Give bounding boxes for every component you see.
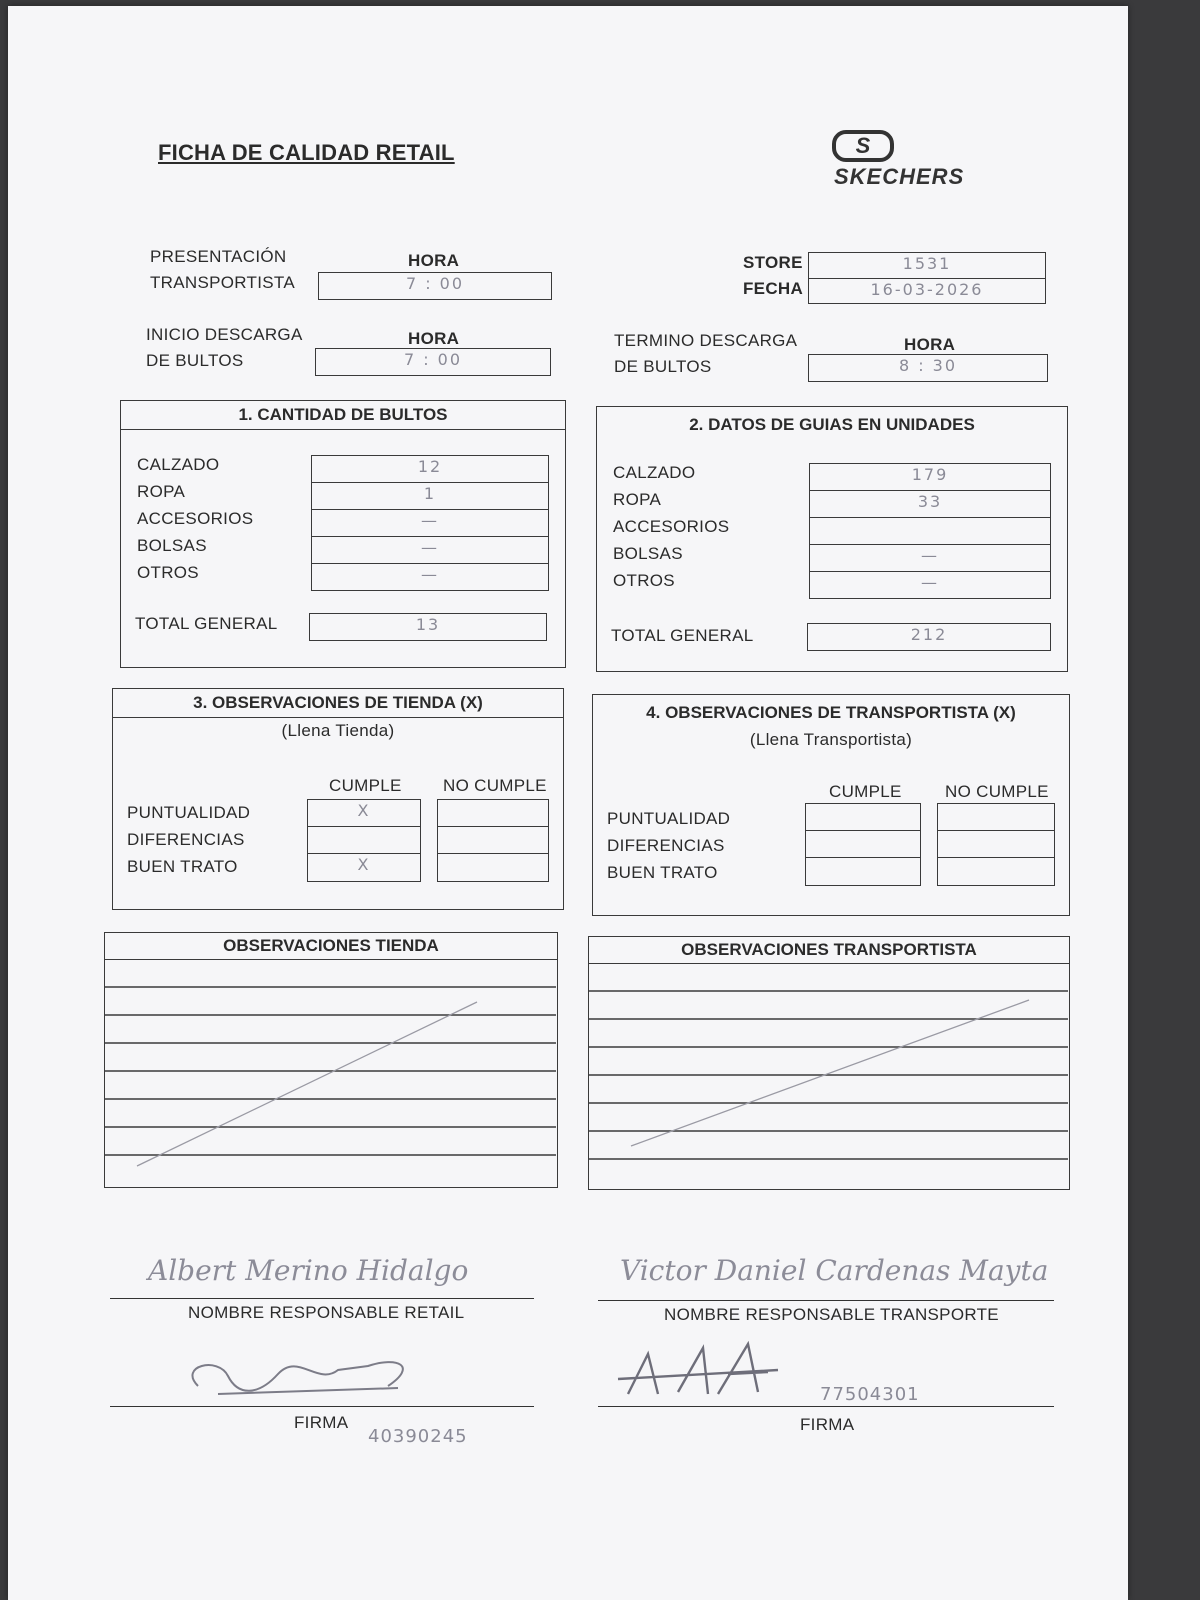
bultos-bolsas-field[interactable]: — [312,537,548,564]
cantidad-bultos-section [120,400,566,668]
transp-diferencias-cumple[interactable] [806,831,920,858]
skechers-logo [828,130,1028,194]
tienda-puntualidad-cumple[interactable]: X [308,800,420,827]
obs-tienda-check-subtitle: (Llena Tienda) [281,721,395,740]
fecha-label: FECHA [743,279,804,298]
presentacion-label: PRESENTACIÓN TRANSPORTISTA [150,247,295,292]
brand-wordmark: SKECHERS [834,164,965,189]
obs-tienda-ruled-lines [105,960,556,1186]
datos-guias-labels: CALZADO ROPA ACCESORIOS BOLSAS OTROS [613,463,730,590]
transp-cumple-header: CUMPLE [829,782,902,801]
datos-guias-values [809,463,1051,599]
transp-no-cumple-header: NO CUMPLE [945,782,1049,801]
transp-puntualidad-no-cumple[interactable] [938,804,1054,831]
guias-ropa-field[interactable]: 33 [810,491,1050,518]
guias-accesorios-field[interactable] [810,518,1050,545]
transporte-name-label: NOMBRE RESPONSABLE TRANSPORTE [664,1305,999,1324]
fecha-field[interactable]: 16-03-2026 [870,280,984,299]
obs-tienda-check-title: 3. OBSERVACIONES DE TIENDA (X) [113,689,563,718]
datos-guias-section [596,406,1068,672]
tienda-cumple-column [307,799,421,882]
transp-check-labels: PUNTUALIDAD DIFERENCIAS BUEN TRATO [607,809,731,882]
retail-dni: 40390245 [368,1426,468,1447]
skechers-s-icon: S [832,130,894,162]
transporte-dni: 77504301 [820,1384,920,1405]
bultos-total-label: TOTAL GENERAL [135,614,278,633]
tienda-puntualidad-no-cumple[interactable] [438,800,548,827]
retail-name-handwritten: Albert Merino Hidalgo [148,1254,469,1287]
termino-descarga-label: TERMINO DESCARGA DE BULTOS [614,331,798,376]
store-fecha-box [808,252,1046,304]
bultos-accesorios-field[interactable]: — [312,510,548,537]
obs-tienda-text-section[interactable] [104,932,558,1188]
strike-through-line [631,1000,1029,1146]
transp-puntualidad-cumple[interactable] [806,804,920,831]
tienda-diferencias-no-cumple[interactable] [438,827,548,854]
obs-transportista-check-subtitle: (Llena Transportista) [749,730,913,749]
transp-buentrato-cumple[interactable] [806,858,920,885]
presentacion-hora-label: HORA [408,251,460,270]
tienda-cumple-header: CUMPLE [329,776,402,795]
obs-transportista-text-section[interactable] [588,936,1070,1190]
bultos-otros-field[interactable]: — [421,565,439,584]
inicio-descarga-label: INICIO DESCARGA DE BULTOS [146,325,303,370]
transporte-firma-label: FIRMA [800,1415,855,1434]
cantidad-bultos-values [311,455,549,591]
tienda-buentrato-no-cumple[interactable] [438,854,548,881]
cantidad-bultos-labels: CALZADO ROPA ACCESORIOS BOLSAS OTROS [137,455,254,582]
tienda-check-labels: PUNTUALIDAD DIFERENCIAS BUEN TRATO [127,803,251,876]
store-field[interactable]: 1531 [809,253,1045,279]
obs-transportista-ruled-lines [589,964,1068,1188]
transporte-firma-line [598,1406,1054,1407]
transp-buentrato-no-cumple[interactable] [938,858,1054,885]
cantidad-bultos-title: 1. CANTIDAD DE BULTOS [121,401,565,430]
obs-tienda-text-title: OBSERVACIONES TIENDA [105,933,557,960]
retail-name-line [110,1298,534,1299]
retail-name-label: NOMBRE RESPONSABLE RETAIL [188,1303,465,1322]
bultos-calzado-field[interactable]: 12 [312,456,548,483]
retail-firma-line [110,1406,534,1407]
obs-transportista-check-section [592,694,1070,916]
guias-bolsas-field[interactable]: — [810,545,1050,572]
tienda-diferencias-cumple[interactable] [308,827,420,854]
termino-hora-field[interactable]: 8 : 30 [808,354,1048,382]
transporte-name-line [598,1300,1054,1301]
page-title: FICHA DE CALIDAD RETAIL [158,140,455,165]
datos-guias-title: 2. DATOS DE GUIAS EN UNIDADES [689,415,975,434]
store-label: STORE [743,253,803,272]
guias-total-field[interactable]: 212 [807,623,1051,651]
termino-hora-label: HORA [904,335,956,354]
strike-through-line [137,1002,477,1166]
bultos-ropa-field[interactable]: 1 [312,483,548,510]
guias-total-label: TOTAL GENERAL [611,626,754,645]
transp-cumple-column [805,803,921,886]
guias-otros-field[interactable]: — [921,573,939,592]
inicio-hora-label: HORA [408,329,460,348]
transp-diferencias-no-cumple[interactable] [938,831,1054,858]
obs-tienda-check-section [112,688,564,910]
presentacion-hora-field[interactable]: 7 : 00 [318,272,552,300]
guias-calzado-field[interactable]: 179 [810,464,1050,491]
obs-transportista-check-title: 4. OBSERVACIONES DE TRANSPORTISTA (X) [646,703,1016,722]
tienda-no-cumple-column [437,799,549,882]
tienda-no-cumple-header: NO CUMPLE [443,776,547,795]
transporte-signature [608,1334,788,1414]
inicio-hora-field[interactable]: 7 : 00 [315,348,551,376]
form-sheet [8,6,1128,1600]
transp-no-cumple-column [937,803,1055,886]
retail-firma-label: FIRMA [294,1413,349,1432]
obs-transportista-text-title: OBSERVACIONES TRANSPORTISTA [589,937,1069,964]
transporte-name-handwritten: Victor Daniel Cardenas Mayta [620,1254,1049,1287]
bultos-total-field[interactable]: 13 [309,613,547,641]
tienda-buentrato-cumple[interactable]: X [357,855,371,874]
